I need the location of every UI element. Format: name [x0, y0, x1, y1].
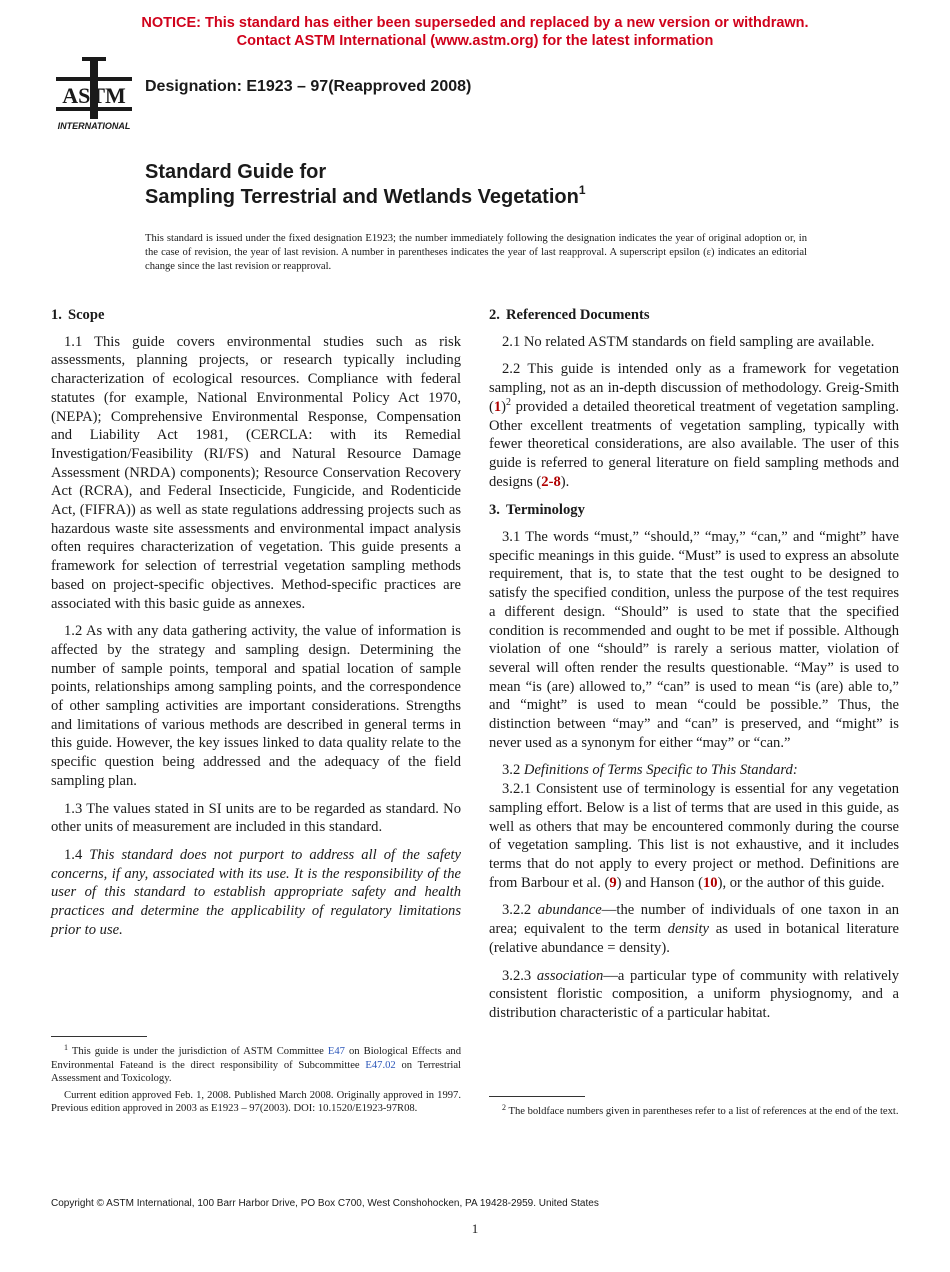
copyright-line: Copyright © ASTM International, 100 Barr Harbor Drive, PO Box C700, West Conshohocken, PA 19428-2959. United States: [51, 1198, 599, 1209]
para-3-2-3-text: —a particular type of community with relatively consistent floristic composition, a uniform physiognomy, and a distribution characteristic of a particular habitat.: [489, 967, 899, 1021]
astm-logo-subtitle: INTERNATIONAL: [57, 121, 131, 131]
footnote-1-edition: Current edition approved Feb. 1, 2008. Published March 2008. Originally approved in 1997. Previous edition approved in 2003 as E1923 – 97(2003). DOI: 10.1520/E1923-97R08.: [51, 1089, 461, 1115]
para-2-2-text-c: ).: [560, 473, 570, 490]
issued-note: This standard is issued under the fixed designation E1923; the number immediately following the designation indicates the year of original adoption or, in the case of revision, the year of last revision. A number in parentheses indicates the year of last reapproval. A superscript epsilon (ε) indicates an editorial change since the last revision or reapproval.: [145, 233, 807, 272]
footnote-1-text-a: This guide is under the jurisdiction of ASTM Committee: [71, 1046, 328, 1057]
footnotes-left: [51, 1036, 461, 1119]
para-3-2-1: [489, 780, 899, 892]
footnote-rule-right: [489, 1096, 585, 1097]
title-line-1: Standard Guide for: [145, 161, 327, 183]
para-3-2-1-text-a: 3.2.1 Consistent use of terminology is essential for any vegetation sampling effort. Below is a list of terms that are used in this guide, as well as others that may be encountered commonly during the course of vegetation sampling. This list is not exhaustive, and it includes terms that do not apply to every project or method. Definitions are from Barbour et al. (: [489, 781, 899, 891]
page-number: 1: [471, 1221, 479, 1236]
footnote-2: [489, 1105, 899, 1119]
footnote-2-text: The boldface numbers given in parentheses refer to a list of references at the end of the text.: [508, 1106, 899, 1117]
reference-link-9[interactable]: 9: [609, 874, 617, 891]
section-2-title: Referenced Documents: [505, 307, 650, 323]
title-footnote-mark: 1: [578, 183, 586, 197]
reference-link-2-8[interactable]: 2-8: [541, 473, 561, 490]
footnote-rule: [51, 1036, 147, 1037]
para-3-2-3-number: 3.2.3: [502, 967, 532, 984]
para-1-4-text: This standard does not purport to address all of the safety concerns, if any, associated with its use. It is the responsibility of the user of this standard to establish appropriate safety and health practices and determine the applicability of regulatory limitations prior to use.: [51, 846, 461, 938]
footnote-2-mark: 2: [502, 1103, 506, 1112]
para-1-2: 1.2 As with any data gathering activity, the value of information is affected by the strategy and sampling design. Determining the number of sample points, temporal and spatial location of sample points, relationships among sampling points, and the correspondence of other sampling activities are important considerations. Strengths and limitations of various methods are described in general terms in this guide. However, the key issues linked to data quality relate to the specific question being addressed and the adequacy of the field sampling plan.: [51, 623, 461, 789]
notice-line-2: Contact ASTM International (www.astm.org) for the latest information: [236, 33, 714, 49]
para-3-2-2: [489, 901, 899, 957]
astm-logo-wordmark: ASTM: [62, 83, 126, 108]
para-2-1: 2.1 No related ASTM standards on field sampling are available.: [502, 333, 875, 350]
para-3-2-2-text-b: as used in botanical literature (relative abundance = density).: [489, 921, 900, 956]
section-3-number: 3.: [489, 502, 500, 519]
para-3-2-number: 3.2: [502, 762, 521, 779]
para-1-1: 1.1 This guide covers environmental studies such as risk assessments, planning projects, or research typically including characterization of ecological resources. Compliance with federal statutes (for example, National Environmental Policy Act 1970, (NEPA); Comprehensive Environmental Response, Compensation and Liability Act 1981, (CERCLA: with its Remedial Investigation/Feasibility (RI/FS) and Natural Resource Damage Assessment (NRDA) components); Resource Conservation Recovery Act (RCRA), and Federal Insecticide, Fungicide, and Rodenticide Act, (FIFRA)) as well as state regulations addressing projects such as hazardous waste site assessments and environmental impact analysis often requires characterization of vegetation. This guide presents a framework for selection of terrestrial vegetation sampling methods based on project-specific objectives. Method-specific practices are associated with this basic guide as annexes.: [51, 333, 461, 612]
section-1-title: Scope: [67, 307, 105, 323]
footnote-1: [51, 1045, 461, 1086]
para-2-2: 2.2 This guide is intended only as a framework for vegetation sampling, not as an in-depth discussion of methodology. Greig-Smith $(1)^2$ provided a detailed theoretical treatment of vegetation sampling. Other excellent treatments of vegetation sampling, typically with fewer theoretical considerations, are also available. The user of this guide is referred to general literature on field sampling methods and designs (2-8).: [489, 361, 899, 490]
section-1-number: 1.: [51, 307, 62, 323]
right-column: [489, 306, 899, 1032]
para-3-2: [489, 761, 899, 780]
para-3-2-1-text-b: ) and Hanson (: [616, 874, 703, 891]
footnote-1-text-c: on Terrestrial Assessment and Toxicology.: [51, 1059, 461, 1085]
notice-line-1: NOTICE: This standard has either been superseded and replaced by a new version or withdrawn.: [141, 15, 809, 31]
para-1-4-number: 1.4: [64, 846, 83, 863]
para-2-2-text-a: 2.2 This guide is intended only as a framework for vegetation sampling, not as an in-depth discussion of methodology. Greig-Smith (: [489, 361, 899, 415]
para-3-2-2-text-a: —the number of individuals of one taxon in an area; equivalent to the term: [489, 902, 900, 938]
left-column: [51, 306, 461, 949]
para-2-2-text-b: provided a detailed theoretical treatment of vegetation sampling. Other excellent treatments of vegetation sampling, typically with fewer theoretical considerations, are also available. The user of this guide is referred to general literature on field sampling methods and designs (: [489, 398, 899, 490]
para-3-1: 3.1 The words “must,” “should,” “may,” “can,” and “might” have specific meanings in this guide. “Must” is used to express an absolute requirement, that is, to state that the test ought to be designed to satisfy the specified condition, unless the purpose of the test requires a different design. “Should” is used to state that the specified condition is recommended and ought to be met if possible. Although violation of one “should” is rarely a serious matter, violation of several will often render the results questionable. “May” is used to mean “is (are) allowed to,” “can” is used to mean “is (are) able to,” and “might” is used to mean “could be possible.” Thus, the distinction between “may” and “can” is preserved, and “might” is never used as a synonym for either “may” or “can.”: [489, 529, 899, 751]
reference-link-1[interactable]: 1: [493, 398, 502, 415]
title-line-2-text: Sampling Terrestrial and Wetlands Vegetation: [145, 186, 579, 208]
para-3-2-2-number: 3.2.2: [502, 902, 532, 919]
document-title: [145, 160, 586, 210]
subcommittee-e47-02-link[interactable]: E47.02: [365, 1059, 396, 1071]
title-line-2: [145, 185, 586, 210]
section-2-heading: [489, 306, 899, 325]
reference-link-10[interactable]: 10: [702, 874, 718, 891]
committee-e47-link[interactable]: E47: [327, 1046, 345, 1057]
term-association: association: [536, 967, 604, 984]
term-density: density: [667, 921, 709, 938]
para-3-2-1-text-c: ), or the author of this guide.: [717, 874, 885, 891]
footnotes-right: [489, 1096, 899, 1122]
para-3-2-text: Definitions of Terms Specific to This Standard:: [523, 762, 798, 779]
footnote-1-text-b: on Biological Effects and Environmental Fateand is the direct responsibility of Subcommittee: [51, 1046, 461, 1071]
section-3-title: Terminology: [505, 502, 585, 519]
designation: Designation: E1923 – 97(Reapproved 2008): [145, 78, 472, 95]
para-1-3: 1.3 The values stated in SI units are to be regarded as standard. No other units of measurement are included in this standard.: [51, 800, 461, 836]
section-1-heading: [51, 306, 461, 325]
supersession-notice: [0, 14, 950, 50]
term-abundance: abundance: [537, 902, 602, 919]
footnote-1-mark: 1: [64, 1043, 68, 1052]
section-3-heading: [489, 501, 899, 520]
para-1-4: [51, 846, 461, 940]
footnote-2-mark-ref: 2: [506, 396, 512, 408]
section-2-number: 2.: [489, 307, 500, 323]
para-3-2-3: [489, 967, 899, 1023]
astm-logo: [52, 55, 136, 133]
